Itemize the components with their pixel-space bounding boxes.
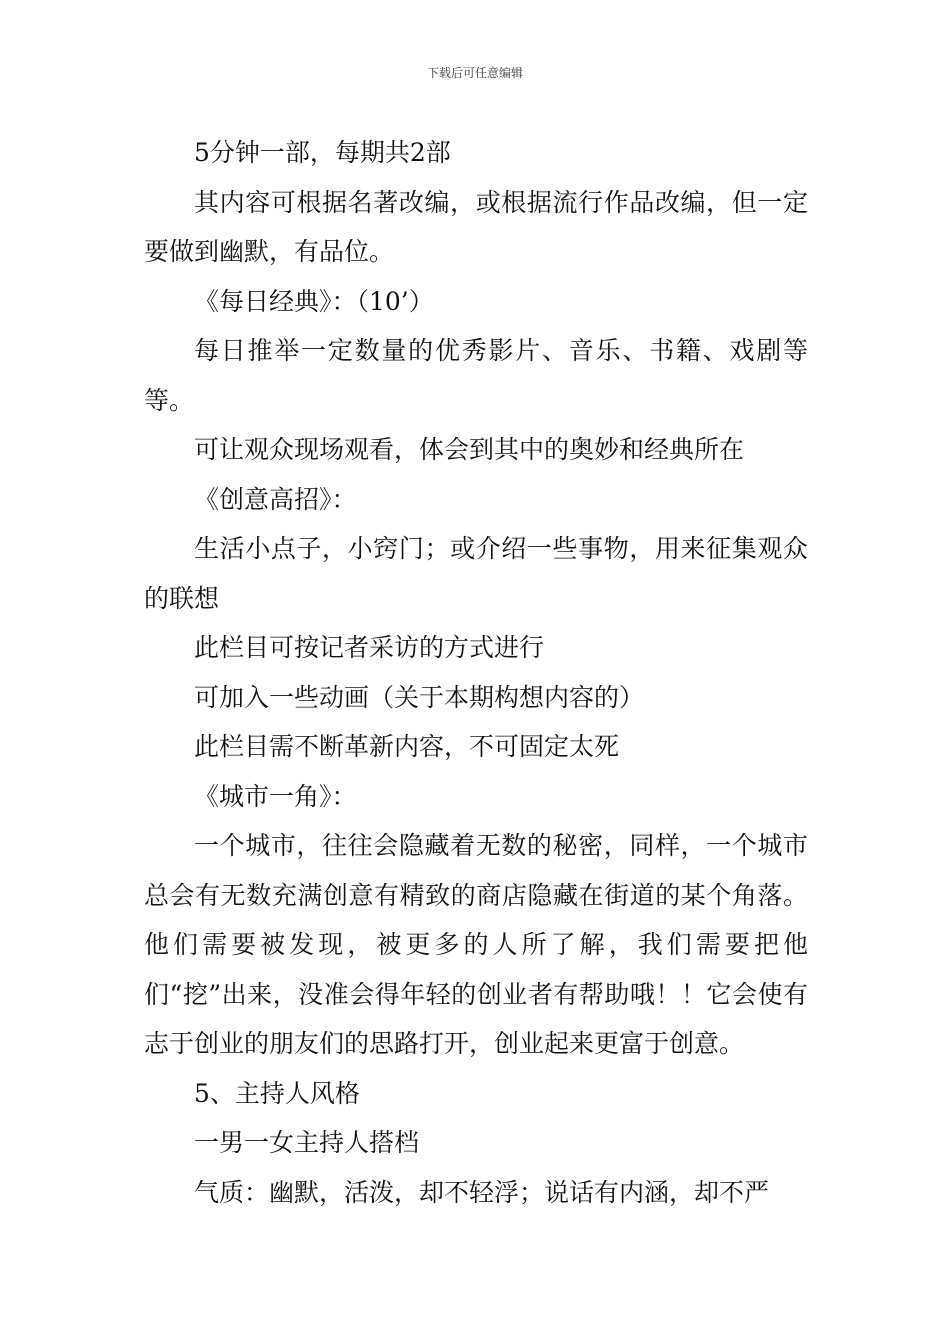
paragraph: 一个城市，往往会隐藏着无数的秘密，同样，一个城市总会有无数充满创意有精致的商店隐藏在街道的某个角落。他们需要被发现，被更多的人所了解，我们需要把他们“挖”出来，没准会得年轻的创业者有帮助哦！！它会使有志于创业的朋友们的思路打开，创业起来更富于创意。 [144,831,808,1058]
paragraph: 此栏目需不断革新内容，不可固定太死 [194,732,620,761]
section-heading: 《每日经典》：（10’） [194,286,434,316]
paragraph: 气质：幽默，活泼，却不轻浮；说话有内涵，却不严 [194,1177,770,1207]
paragraph: 此栏目可按记者采访的方式进行 [194,633,545,662]
section-heading: 《城市一角》： [194,781,357,811]
document-body [144,128,808,1217]
paragraph: 生活小点子，小窍门；或介绍一些事物，用来征集观众的联想 [144,534,808,613]
paragraph: 每日推举一定数量的优秀影片、音乐、书籍、戏剧等等。 [144,336,808,415]
paragraph: 可加入一些动画（关于本期构想内容的） [194,682,645,712]
paragraph: 5分钟一部，每期共2部 [194,138,451,167]
paragraph: 其内容可根据名著改编，或根据流行作品改编，但一定要做到幽默，有品位。 [144,187,808,266]
section-heading: 《创意高招》： [194,484,357,514]
section-heading: 5、主持人风格 [194,1078,360,1108]
paragraph: 可让观众现场观看，体会到其中的奥妙和经典所在 [194,435,745,464]
paragraph: 一男一女主持人搭档 [194,1128,420,1157]
page-header: 下载后可任意编辑 [426,66,523,80]
